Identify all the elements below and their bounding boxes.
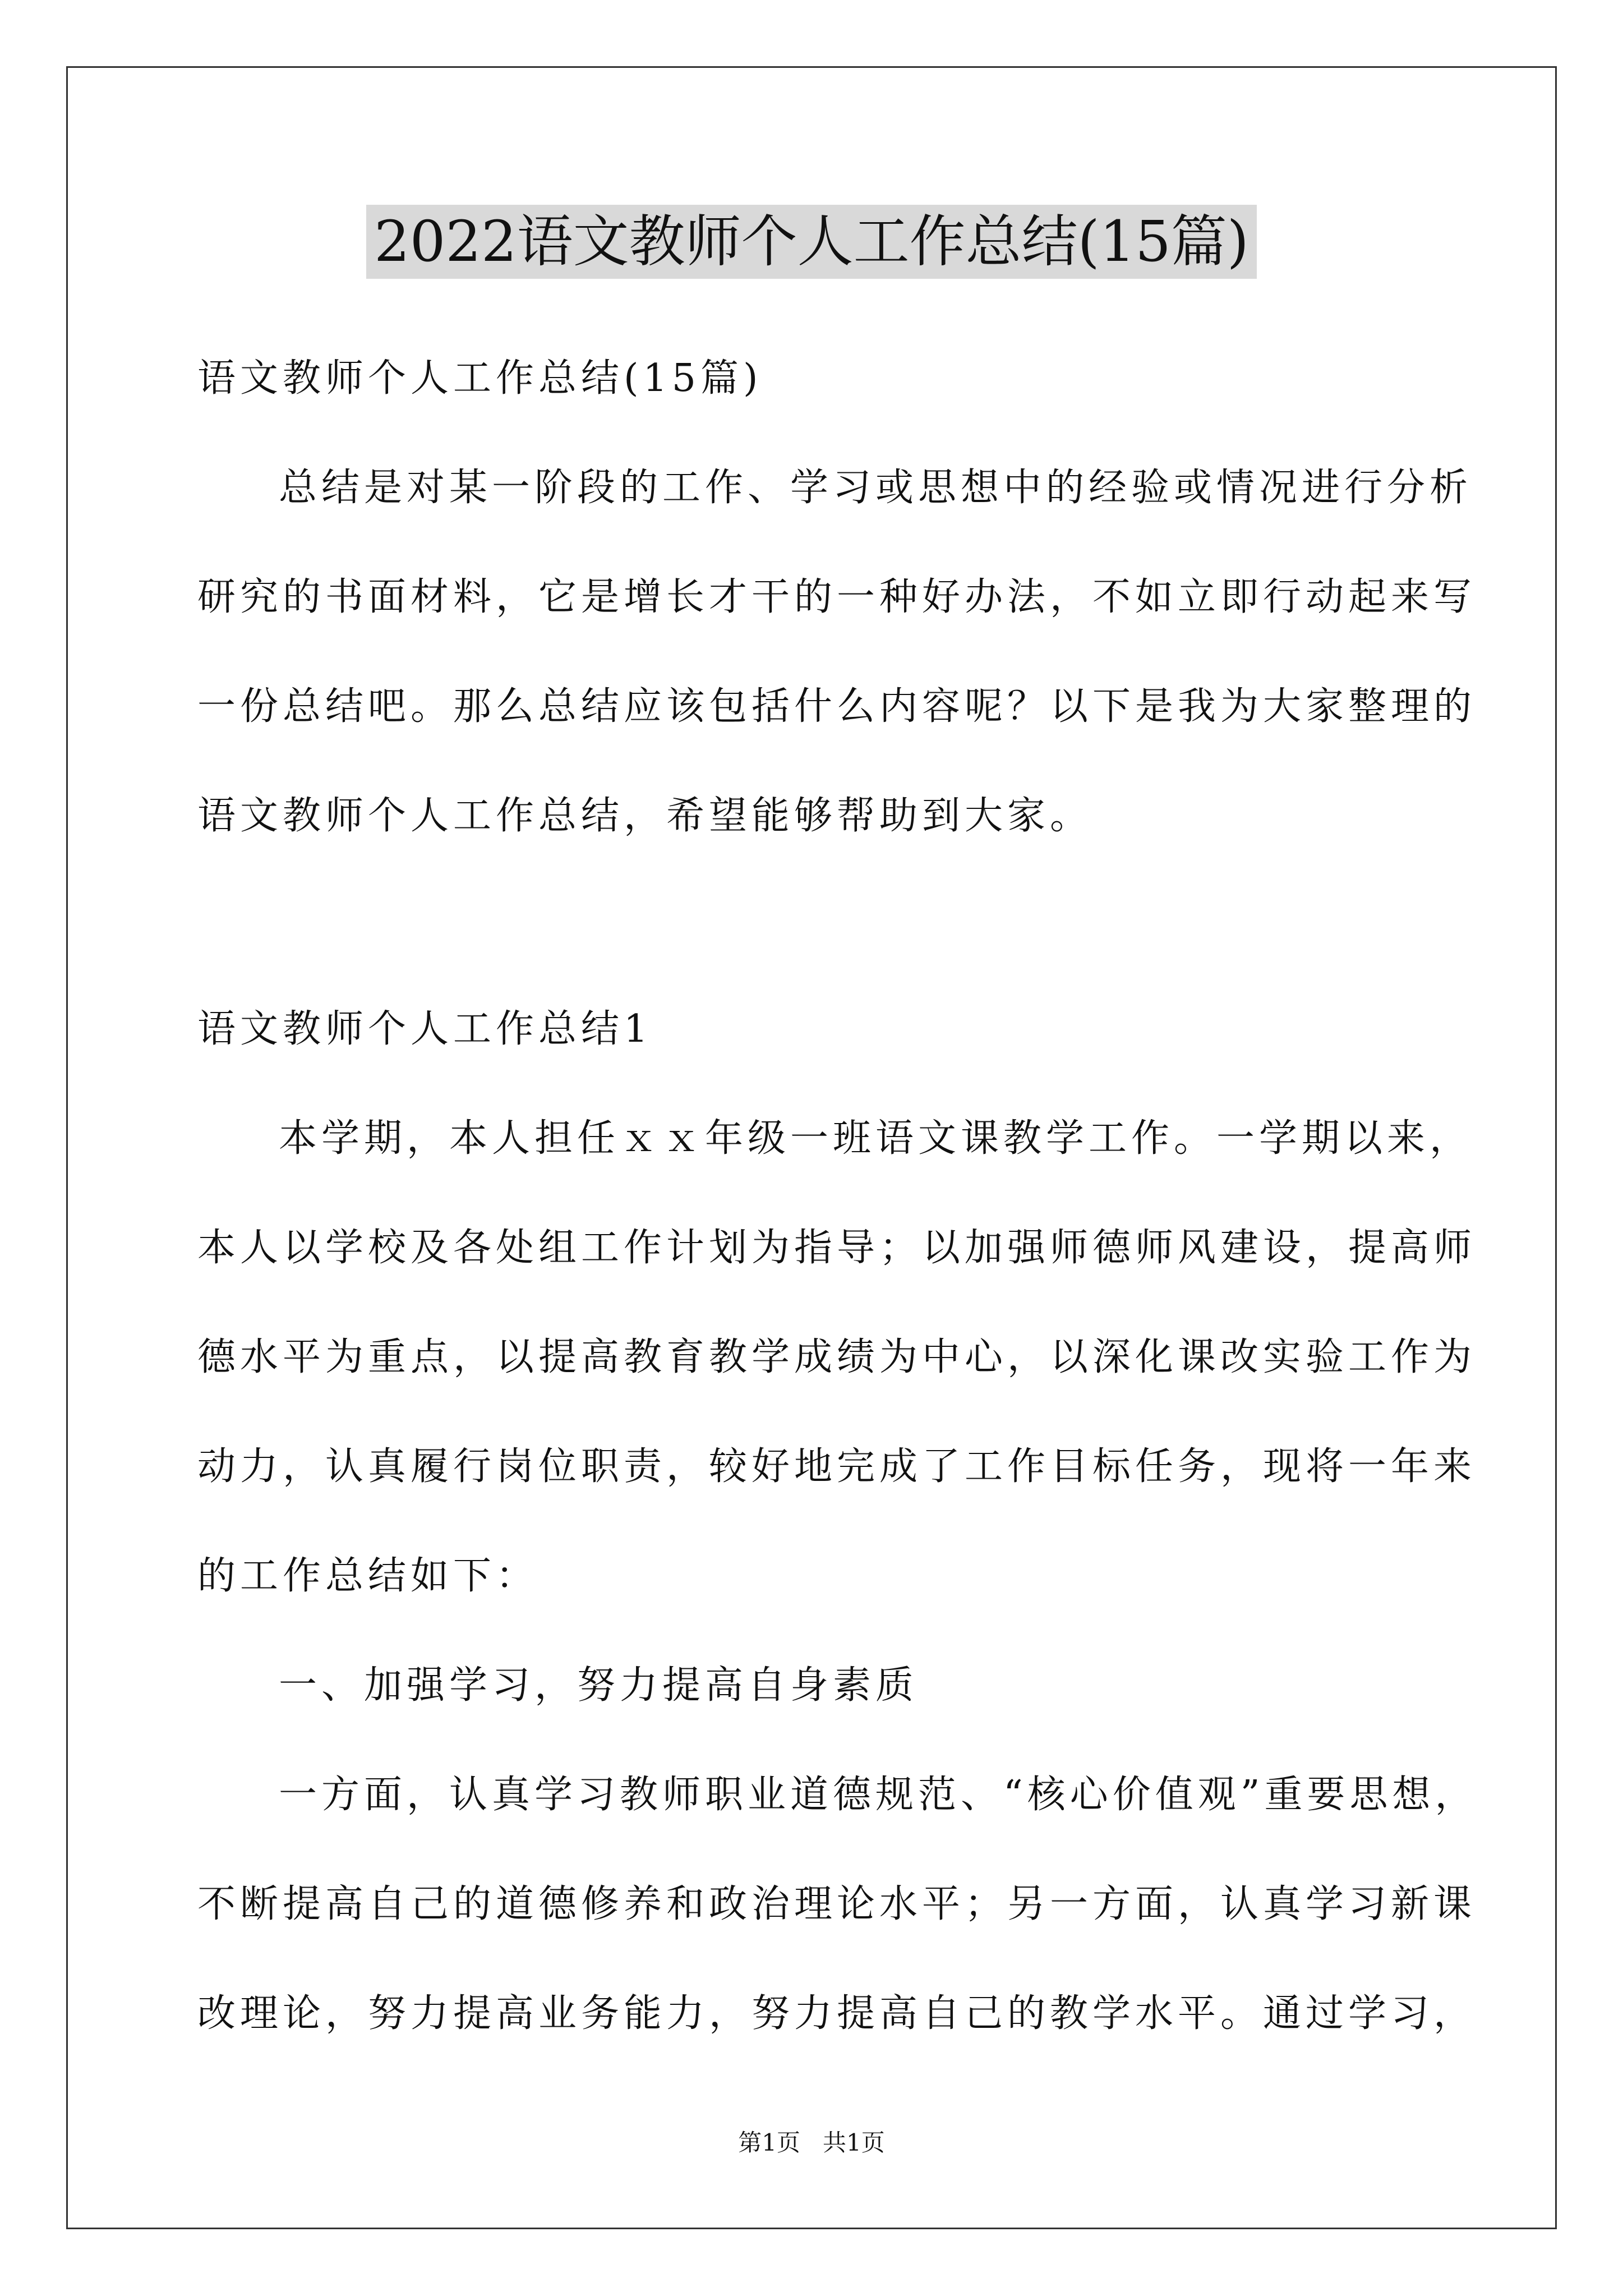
paragraph-line: 不断提高自己的道德修养和政治理论水平；另一方面，认真学习新课 (197, 1882, 1477, 1926)
paragraph-line: 改理论，努力提高业务能力，努力提高自己的教学水平。通过学习， (197, 1991, 1477, 2036)
paragraph-line: 语文教师个人工作总结，希望能够帮助到大家。 (197, 794, 1093, 838)
subtitle-line: 语文教师个人工作总结(15篇) (197, 356, 763, 401)
paragraph-line: 研究的书面材料，它是增长才干的一种好办法，不如立即行动起来写 (197, 575, 1477, 619)
section-heading: 语文教师个人工作总结1 (197, 1007, 653, 1051)
subsection-heading: 一、加强学习，努力提高自身素质 (279, 1663, 919, 1708)
paragraph-line: 一方面，认真学习教师职业道德规范、“核心价值观”重要思想， (279, 1773, 1478, 1817)
paragraph-line: 本人以学校及各处组工作计划为指导；以加强师德师风建设，提高师 (197, 1226, 1477, 1270)
paragraph-line: 本学期，本人担任ｘｘ年级一班语文课教学工作。一学期以来， (279, 1116, 1473, 1161)
title-container (0, 205, 1623, 279)
page-footer: 第1页 共1页 (738, 2129, 885, 2156)
paragraph-line: 总结是对某一阶段的工作、学习或思想中的经验或情况进行分析 (279, 466, 1473, 510)
paragraph-line: 的工作总结如下： (197, 1554, 539, 1598)
paragraph-line: 一份总结吧。那么总结应该包括什么内容呢？以下是我为大家整理的 (197, 684, 1477, 729)
paragraph-line: 动力，认真履行岗位职责，较好地完成了工作目标任务，现将一年来 (197, 1444, 1477, 1489)
paragraph-line: 德水平为重点，以提高教育教学成绩为中心，以深化课改实验工作为 (197, 1335, 1477, 1379)
document-title: 2022语文教师个人工作总结(15篇) (366, 205, 1257, 279)
